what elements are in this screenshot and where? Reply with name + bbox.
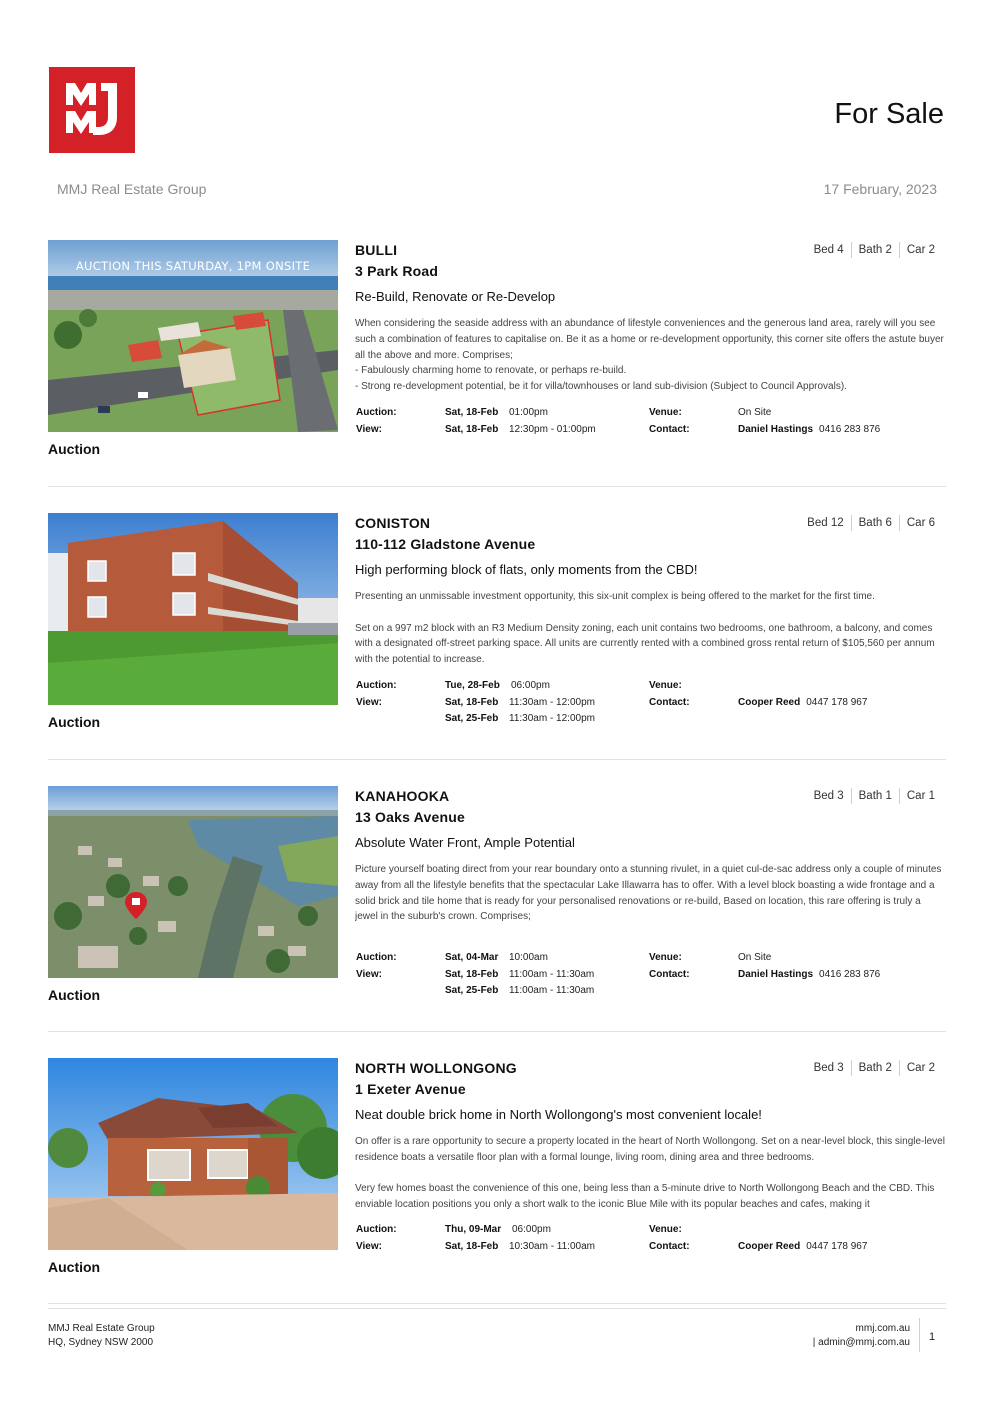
street-address: 1 Exeter Avenue xyxy=(355,1081,466,1097)
agent-contact[interactable] xyxy=(738,1241,867,1252)
listing-divider xyxy=(48,1031,946,1032)
view-label: View: xyxy=(356,424,382,435)
page-title: For Sale xyxy=(834,98,944,130)
property-features xyxy=(807,1060,935,1076)
sale-method: Auction xyxy=(48,1259,101,1275)
view-day: Sat, 18-Feb xyxy=(445,697,499,708)
car-count: Car 2 xyxy=(899,1060,935,1076)
property-photo[interactable] xyxy=(48,1058,338,1250)
description-paragraph: On offer is a rare opportunity to secure a property located in the heart of North Wollongong. Set on a near-level block, this single-level residence boats a versatile floor plan with a formal lounge, living room, dining area and three bedrooms. xyxy=(355,1136,945,1163)
footer-separator xyxy=(919,1318,920,1352)
auction-label: Auction: xyxy=(356,680,397,691)
mmj-logo xyxy=(49,67,135,153)
venue-value: On Site xyxy=(738,952,772,963)
footer-address: HQ, Sydney NSW 2000 xyxy=(48,1337,154,1348)
footer-company: MMJ Real Estate Group xyxy=(48,1323,155,1334)
view-time: 11:00am - 11:30am xyxy=(509,985,595,996)
listing-card[interactable] xyxy=(48,1058,946,1306)
venue-label: Venue: xyxy=(649,952,682,963)
description-paragraph: When considering the seaside address with an abundance of lifestyle conveniences and the generous land area, rarely will you see such a combination of features to capitalise on. Be it as a home or re-development opportunity, this corner site offers the astute buyer all the above and more. Comprises; xyxy=(355,318,944,361)
auction-label: Auction: xyxy=(356,1224,397,1235)
bath-count: Bath 2 xyxy=(851,242,899,258)
auction-day: Sat, 04-Mar xyxy=(445,952,499,963)
street-address: 3 Park Road xyxy=(355,263,439,279)
property-photo[interactable] xyxy=(48,240,338,432)
venue-label: Venue: xyxy=(649,407,682,418)
contact-label: Contact: xyxy=(649,697,690,708)
bed-count: Bed 4 xyxy=(813,244,844,256)
view-day: Sat, 18-Feb xyxy=(445,424,499,435)
footer-divider xyxy=(48,1308,946,1309)
agent-phone[interactable]: 0416 283 876 xyxy=(819,969,881,980)
listing-card[interactable] xyxy=(48,786,946,1034)
page-number: 1 xyxy=(929,1331,936,1343)
property-features xyxy=(807,788,935,804)
listing-divider xyxy=(48,486,946,487)
street-address: 13 Oaks Avenue xyxy=(355,809,465,825)
listing-description xyxy=(355,862,945,942)
listing-description xyxy=(355,589,945,669)
view-day: Sat, 25-Feb xyxy=(445,985,499,996)
view-time: 12:30pm - 01:00pm xyxy=(509,424,596,435)
bath-count: Bath 2 xyxy=(851,1060,899,1076)
auction-day: Sat, 18-Feb xyxy=(445,407,499,418)
venue-value: On Site xyxy=(738,407,772,418)
view-time: 11:30am - 12:00pm xyxy=(509,713,595,724)
listing-divider xyxy=(48,759,946,760)
venue-label: Venue: xyxy=(649,680,682,691)
property-photo[interactable] xyxy=(48,786,338,978)
agency-name: MMJ Real Estate Group xyxy=(57,181,207,197)
sale-method: Auction xyxy=(48,987,101,1003)
view-time: 10:30am - 11:00am xyxy=(509,1241,595,1252)
property-photo[interactable] xyxy=(48,513,338,705)
listing-divider xyxy=(48,1303,946,1304)
bed-count: Bed 12 xyxy=(807,517,844,529)
suburb: KANAHOOKA xyxy=(355,788,450,804)
auction-day: Tue, 28-Feb xyxy=(445,680,500,691)
footer-company-info xyxy=(48,1322,155,1350)
bed-count: Bed 3 xyxy=(813,790,844,802)
street-address: 110-112 Gladstone Avenue xyxy=(355,536,536,552)
listing-description xyxy=(355,1134,945,1214)
car-count: Car 6 xyxy=(899,515,935,531)
bed-count: Bed 3 xyxy=(813,1062,844,1074)
listing-card[interactable] xyxy=(48,513,946,761)
agent-name: Cooper Reed xyxy=(738,1241,801,1252)
description-paragraph: - Fabulously charming home to renovate, or perhaps re-build. xyxy=(355,365,627,377)
sale-method: Auction xyxy=(48,441,101,457)
view-label: View: xyxy=(356,969,382,980)
mmj-logo-icon xyxy=(49,67,135,153)
footer-contact-info xyxy=(813,1322,910,1350)
suburb: BULLI xyxy=(355,242,398,258)
property-features xyxy=(807,242,935,258)
listing-headline: Absolute Water Front, Ample Potential xyxy=(355,835,575,850)
car-count: Car 1 xyxy=(899,788,935,804)
description-paragraph: Set on a 997 m2 block with an R3 Medium Density zoning, each unit contains two bedrooms, one bathroom, a balcony, and comes with a designated off-street parking space. All units are currently rented with a combined gross rental return of $105,560 per annum with the potential to increase. xyxy=(355,622,935,666)
description-paragraph: - Strong re-development potential, be it for villa/townhouses or land sub-division (Subject to Council Approvals). xyxy=(355,381,847,393)
contact-label: Contact: xyxy=(649,1241,690,1252)
view-day: Sat, 25-Feb xyxy=(445,713,499,724)
agent-name: Daniel Hastings xyxy=(738,969,814,980)
sale-method: Auction xyxy=(48,714,101,730)
agent-phone[interactable]: 0416 283 876 xyxy=(819,424,881,435)
report-date: 17 February, 2023 xyxy=(823,181,937,197)
venue-label: Venue: xyxy=(649,1224,682,1235)
car-count: Car 2 xyxy=(899,242,935,258)
auction-time: 10:00am xyxy=(509,952,548,963)
listing-description xyxy=(355,316,945,396)
suburb: NORTH WOLLONGONG xyxy=(355,1060,517,1076)
view-time: 11:30am - 12:00pm xyxy=(509,697,595,708)
footer-email-link[interactable]: | admin@mmj.com.au xyxy=(812,1337,910,1348)
auction-time: 01:00pm xyxy=(509,407,548,418)
footer-website-link[interactable]: mmj.com.au xyxy=(855,1323,910,1334)
agent-contact[interactable] xyxy=(738,424,880,435)
description-paragraph: Picture yourself boating direct from your rear boundary onto a stunning rivulet, in a quiet cul-de-sac address only a couple of minutes away from all the lifestyle benefits that the spectacular Lake Illawarra has to offer. With a level block boasting a wide frontage and a solid brick and tile home that is ready for your personalised renovations or re-build, Based on location, this rare offering is truly a jewel in the suburb's crown. Comprises; xyxy=(355,864,942,923)
listing-headline: Neat double brick home in North Wollongong's most convenient locale! xyxy=(355,1107,762,1122)
agent-phone[interactable]: 0447 178 967 xyxy=(806,1241,868,1252)
description-paragraph: Presenting an unmissable investment opportunity, this six-unit complex is being offered to the market for the first time. xyxy=(355,591,875,602)
view-time: 11:00am - 11:30am xyxy=(509,969,595,980)
listing-card[interactable] xyxy=(48,240,946,488)
listing-headline: Re-Build, Renovate or Re-Develop xyxy=(355,289,556,304)
listing-headline: High performing block of flats, only moments from the CBD! xyxy=(355,562,698,577)
auction-time: 06:00pm xyxy=(511,680,550,691)
contact-label: Contact: xyxy=(649,969,690,980)
view-day: Sat, 18-Feb xyxy=(445,1241,499,1252)
auction-day: Thu, 09-Mar xyxy=(445,1224,502,1235)
view-label: View: xyxy=(356,697,382,708)
contact-label: Contact: xyxy=(649,424,690,435)
auction-label: Auction: xyxy=(356,407,397,418)
agent-contact[interactable] xyxy=(738,697,867,708)
photo-caption: AUCTION THIS SATURDAY, 1PM ONSITE xyxy=(75,259,311,273)
bath-count: Bath 1 xyxy=(851,788,899,804)
auction-time: 06:00pm xyxy=(512,1224,551,1235)
auction-label: Auction: xyxy=(356,952,397,963)
description-paragraph: Very few homes boast the convenience of this one, being less than a 5-minute drive to North Wollongong Beach and the CBD. This enviable location positions you only a short walk to the iconic Blue Mile with its popular beaches and cafes, making it xyxy=(355,1183,935,1211)
agent-name: Cooper Reed xyxy=(738,697,801,708)
suburb: CONISTON xyxy=(355,515,431,531)
agent-name: Daniel Hastings xyxy=(738,424,814,435)
property-features xyxy=(800,515,935,531)
view-day: Sat, 18-Feb xyxy=(445,969,499,980)
agent-phone[interactable]: 0447 178 967 xyxy=(806,697,868,708)
view-label: View: xyxy=(356,1241,382,1252)
bath-count: Bath 6 xyxy=(851,515,899,531)
agent-contact[interactable] xyxy=(738,969,880,980)
